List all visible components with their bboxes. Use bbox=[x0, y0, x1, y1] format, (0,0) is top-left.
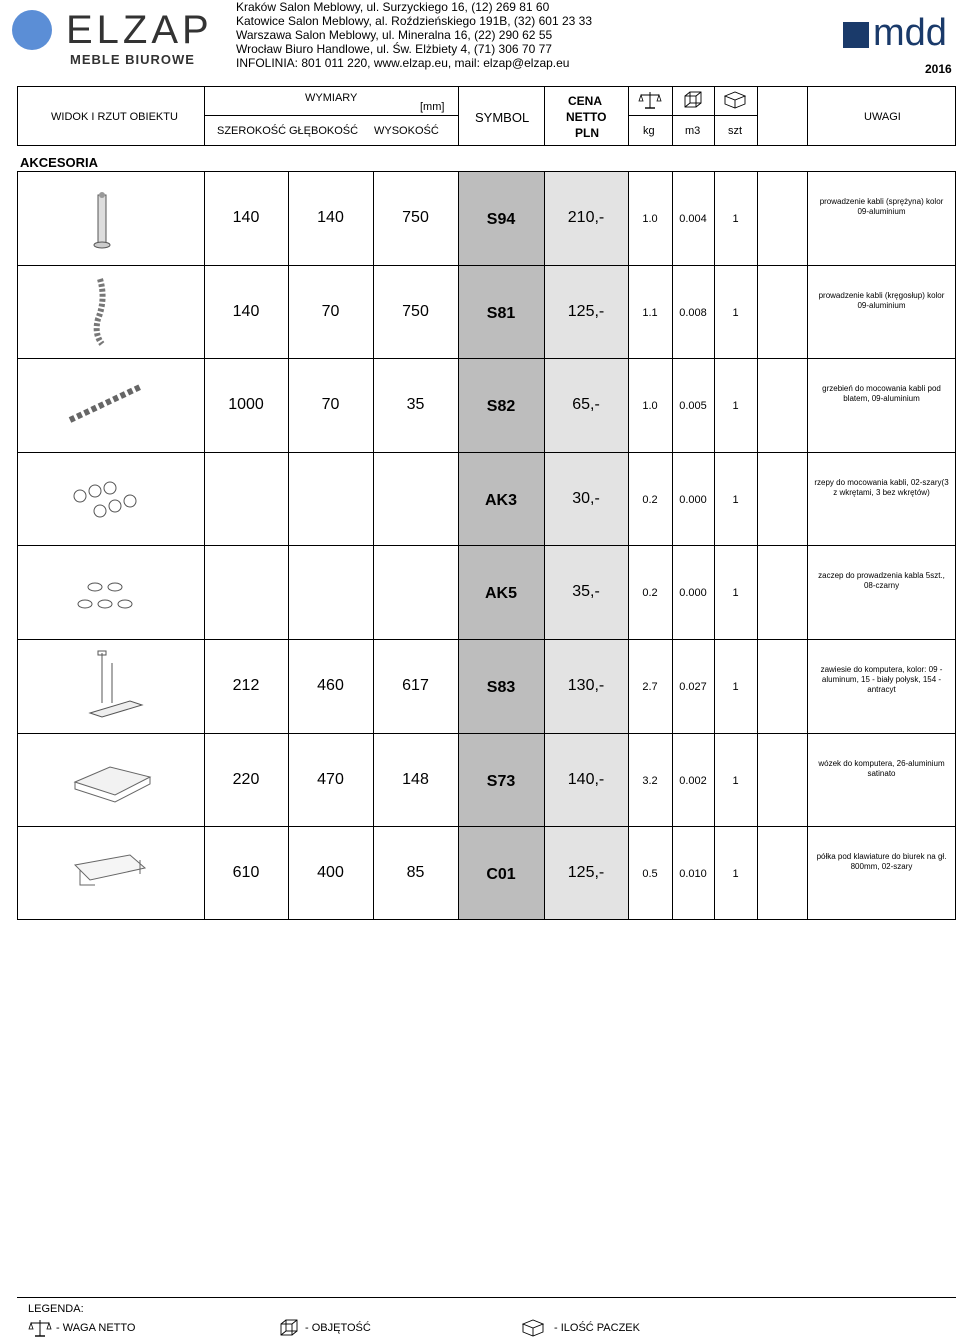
height-value: 617 bbox=[402, 677, 429, 694]
header-price-2: NETTO bbox=[566, 110, 607, 124]
weight-scale-icon bbox=[638, 90, 662, 110]
cable-spine-icon bbox=[50, 175, 170, 261]
kg-value: 0.2 bbox=[642, 494, 658, 506]
width-value: 1000 bbox=[228, 396, 264, 413]
cpu-trolley-icon bbox=[50, 737, 170, 823]
szt-value: 1 bbox=[732, 868, 739, 880]
table-row bbox=[0, 639, 960, 733]
symbol-value: AK3 bbox=[484, 492, 517, 509]
symbol-value: S73 bbox=[486, 773, 516, 790]
header-height: WYSOKOŚĆ bbox=[374, 125, 439, 137]
width-value: 140 bbox=[232, 303, 260, 320]
header-m3: m3 bbox=[685, 125, 701, 137]
elzap-logo-mark bbox=[12, 10, 52, 50]
elzap-subtitle: MEBLE BIUROWE bbox=[70, 52, 195, 67]
table-row bbox=[0, 826, 960, 920]
header-szt: szt bbox=[728, 125, 743, 137]
header-symbol: SYMBOL bbox=[475, 110, 530, 125]
header-notes: UWAGI bbox=[864, 111, 901, 123]
szt-value: 1 bbox=[732, 775, 739, 787]
cable-vertebra-icon bbox=[50, 269, 170, 355]
szt-value: 1 bbox=[732, 213, 739, 225]
note-text: półka pod klawiature do biurek na gł. 800mm, 02-szary bbox=[816, 852, 947, 871]
m3-value: 0.010 bbox=[679, 868, 707, 880]
address-block bbox=[236, 0, 592, 70]
table-row bbox=[0, 452, 960, 546]
elzap-logo bbox=[8, 6, 213, 67]
depth-value: 470 bbox=[317, 771, 344, 788]
address-line: INFOLINIA: 801 011 220, www.elzap.eu, mail: elzap@elzap.eu bbox=[236, 56, 570, 70]
width-value: 220 bbox=[232, 771, 260, 788]
width-value: 140 bbox=[232, 209, 260, 226]
package-icon bbox=[723, 90, 747, 110]
price-value: 140,- bbox=[567, 771, 605, 788]
cable-clips-icon bbox=[50, 549, 170, 635]
address-line: Katowice Salon Meblowy, al. Roździeńskiego 191B, (32) 601 23 33 bbox=[236, 14, 592, 28]
depth-value: 70 bbox=[321, 396, 340, 413]
header-view: WIDOK I RZUT OBIEKTU bbox=[51, 111, 178, 123]
kg-value: 1.1 bbox=[642, 307, 658, 319]
szt-value: 1 bbox=[732, 307, 739, 319]
kg-value: 2.7 bbox=[642, 681, 658, 693]
price-value: 125,- bbox=[567, 303, 605, 320]
table-row bbox=[0, 733, 960, 827]
m3-value: 0.027 bbox=[679, 681, 707, 693]
width-value: 610 bbox=[232, 864, 260, 881]
cube-volume-icon bbox=[683, 90, 703, 110]
legend-weight-icon bbox=[28, 1318, 52, 1338]
elzap-wordmark: ELZAP bbox=[66, 8, 213, 52]
legend-packages: - ILOŚĆ PACZEK bbox=[554, 1322, 640, 1334]
kg-value: 3.2 bbox=[642, 775, 658, 787]
cable-comb-icon bbox=[50, 362, 170, 448]
legend-volume-icon bbox=[279, 1318, 299, 1338]
note-text: prowadzenie kabli (sprężyna) kolor 09-aluminium bbox=[819, 197, 944, 216]
symbol-value: S94 bbox=[486, 211, 516, 228]
kg-value: 1.0 bbox=[642, 400, 658, 412]
symbol-value: S81 bbox=[486, 305, 516, 322]
symbol-value: AK5 bbox=[484, 585, 517, 602]
header-price-3: PLN bbox=[575, 126, 599, 140]
kg-value: 1.0 bbox=[642, 213, 658, 225]
m3-value: 0.004 bbox=[679, 213, 707, 225]
catalog-year: 2016 bbox=[925, 62, 952, 76]
m3-value: 0.008 bbox=[679, 307, 707, 319]
note-text: wózek do komputera, 26-aluminium satinato bbox=[818, 759, 945, 778]
table-row bbox=[0, 171, 960, 265]
price-value: 125,- bbox=[567, 864, 605, 881]
price-value: 65,- bbox=[572, 396, 600, 413]
table-row bbox=[0, 265, 960, 359]
table-row bbox=[0, 545, 960, 639]
note-text: grzebień do mocowania kabli pod blatem, 09-aluminium bbox=[822, 384, 941, 403]
szt-value: 1 bbox=[732, 681, 739, 693]
cable-straps-icon bbox=[50, 456, 170, 542]
m3-value: 0.002 bbox=[679, 775, 707, 787]
mdd-wordmark: mdd bbox=[873, 12, 947, 54]
height-value: 750 bbox=[402, 209, 429, 226]
price-value: 35,- bbox=[572, 583, 600, 600]
price-value: 130,- bbox=[567, 677, 605, 694]
table-row bbox=[0, 358, 960, 452]
width-value: 212 bbox=[232, 677, 260, 694]
depth-value: 460 bbox=[317, 677, 344, 694]
legend-volume: - OBJĘTOŚĆ bbox=[305, 1322, 371, 1334]
kg-value: 0.2 bbox=[642, 587, 658, 599]
mdd-logo-mark bbox=[843, 22, 869, 48]
price-value: 210,- bbox=[567, 209, 605, 226]
m3-value: 0.005 bbox=[679, 400, 707, 412]
note-text: zaczep do prowadzenia kabla 5szt., 08-czarny bbox=[818, 571, 945, 590]
legend-package-icon bbox=[521, 1318, 545, 1338]
note-text: prowadzenie kabli (kręgosłup) kolor 09-aluminium bbox=[818, 291, 945, 310]
header-dims: WYMIARY bbox=[305, 92, 358, 104]
address-line: Wrocław Biuro Handlowe, ul. Św. Elżbiety 4, (71) 306 70 77 bbox=[236, 42, 552, 56]
keyboard-shelf-icon bbox=[50, 830, 170, 916]
szt-value: 1 bbox=[732, 400, 739, 412]
height-value: 85 bbox=[406, 864, 425, 881]
note-text: rzepy do mocowania kabli, 02-szary(3 z wkrętami, 3 bez wkrętów) bbox=[814, 478, 949, 497]
header-width: SZEROKOŚĆ bbox=[217, 125, 287, 137]
kg-value: 0.5 bbox=[642, 868, 658, 880]
legend-weight: - WAGA NETTO bbox=[56, 1322, 136, 1334]
legend-title: LEGENDA: bbox=[28, 1303, 84, 1315]
depth-value: 70 bbox=[321, 303, 340, 320]
symbol-value: S82 bbox=[486, 398, 516, 415]
note-text: zawiesie do komputera, kolor: 09 - aluminum, 15 - biały połysk, 154 - antracyt bbox=[820, 665, 943, 694]
szt-value: 1 bbox=[732, 494, 739, 506]
height-value: 148 bbox=[402, 771, 429, 788]
price-value: 30,- bbox=[572, 490, 600, 507]
depth-value: 140 bbox=[317, 209, 344, 226]
section-title: AKCESORIA bbox=[20, 155, 99, 170]
height-value: 750 bbox=[402, 303, 429, 320]
height-value: 35 bbox=[406, 396, 425, 413]
symbol-value: C01 bbox=[486, 866, 516, 883]
symbol-value: S83 bbox=[486, 679, 516, 696]
header-price-1: CENA bbox=[568, 94, 603, 108]
header-unit: [mm] bbox=[420, 101, 445, 113]
header-kg: kg bbox=[643, 125, 655, 137]
header-depth: GŁĘBOKOŚĆ bbox=[289, 125, 359, 137]
m3-value: 0.000 bbox=[679, 494, 707, 506]
mdd-logo bbox=[843, 12, 955, 60]
cpu-holder-icon bbox=[50, 643, 170, 729]
m3-value: 0.000 bbox=[679, 587, 707, 599]
depth-value: 400 bbox=[317, 864, 344, 881]
address-line: Warszawa Salon Meblowy, ul. Mineralna 16, (22) 290 62 55 bbox=[236, 28, 553, 42]
szt-value: 1 bbox=[732, 587, 739, 599]
address-line: Kraków Salon Meblowy, ul. Surzyckiego 16, (12) 269 81 60 bbox=[236, 0, 550, 14]
